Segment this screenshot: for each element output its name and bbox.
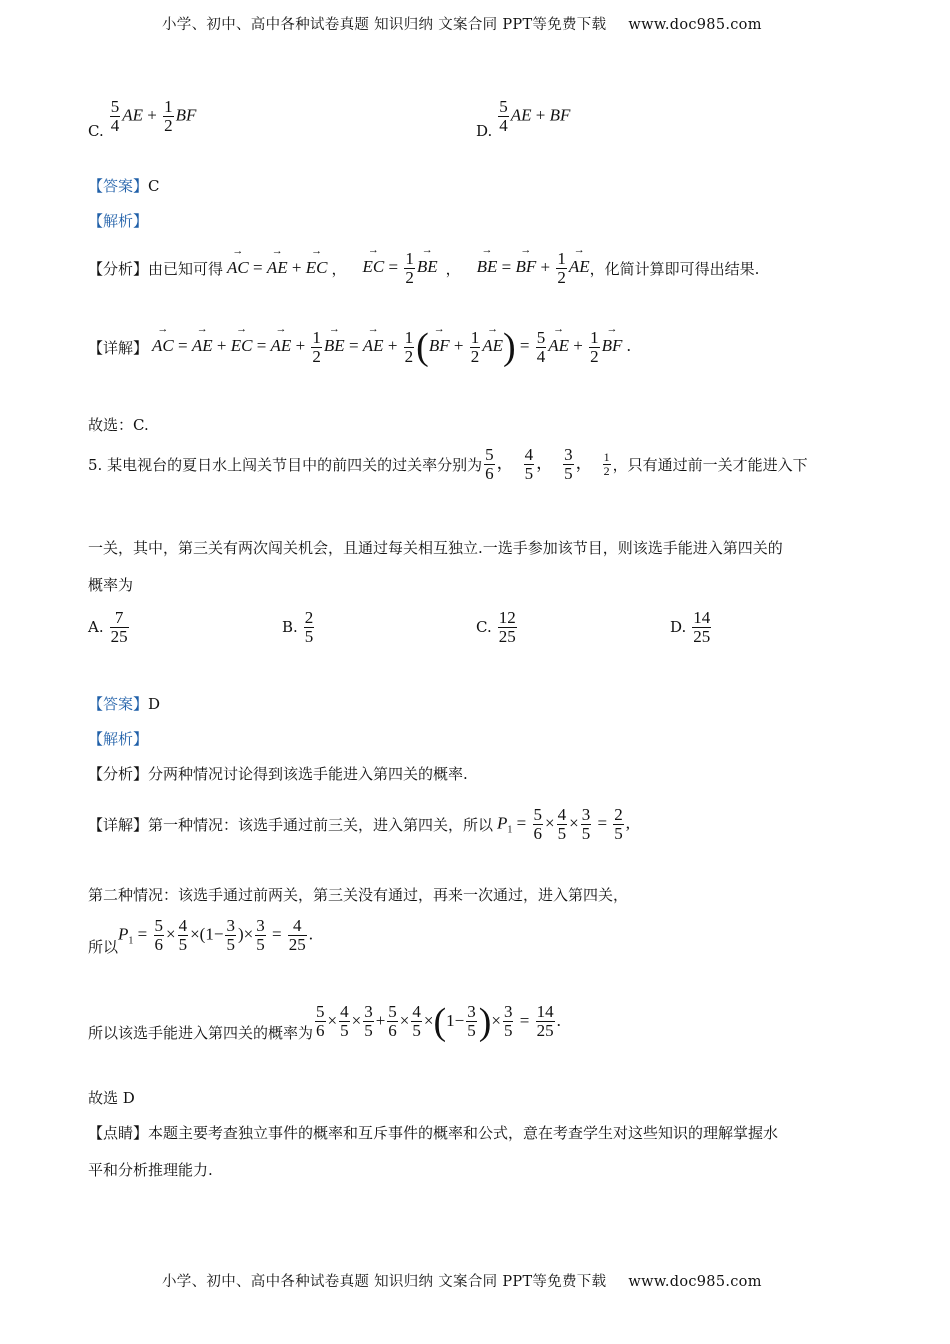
q5-option-a-frac: $\frac{7}{25}$ (110, 608, 128, 646)
q4-option-c-expr: $\frac{5}{4}$ AE + $\frac{1}{2}$ BF (110, 96, 197, 135)
fenxi-text: 分两种情况讨论得到该选手能进入第四关的概率. (148, 765, 468, 783)
q5-answer (88, 693, 160, 714)
xiangjie-tag: 【详解】 (88, 815, 149, 834)
q5-option-c[interactable] (476, 609, 519, 646)
q4-xiangjie (88, 328, 631, 366)
header-url[interactable]: www.doc985.com (628, 17, 762, 33)
q4-option-c-label: C. (88, 122, 104, 140)
answer-value: C (148, 177, 160, 195)
q5-option-b-frac: $\frac{2}{5}$ (304, 608, 314, 646)
answer-tag: 【答案】 (88, 695, 149, 713)
case1-text: 第一种情况：该选手通过前三关，进入第四关，所以 (148, 815, 494, 834)
q5-analysis-tag: 【解析】 (88, 730, 149, 748)
q5-stem-pre: 5. 某电视台的夏日水上闯关节目中的前四关的过关率分别为 (88, 455, 483, 474)
q5-option-a[interactable] (88, 609, 131, 646)
header-text: 小学、初中、高中各种试卷真题 知识归纳 文案合同 PPT等免费下载 (162, 17, 607, 33)
total-formula: $\frac{5}{6}$ × $\frac{4}{5}$ × $\frac{3}{5}$ + $\frac{5}{6}$ × $\frac{4}{5}$ ×(1− $\frac{3}{5}$ )× $\frac{3}{5}$ = $\frac{14}{25}$ . (316, 1000, 561, 1043)
q4-answer (88, 175, 160, 196)
fenxi-post: ，化简计算即可得出结果. (589, 259, 760, 278)
q4-option-d-label: D. (476, 122, 493, 140)
q5-total (88, 1000, 561, 1043)
fenxi-formula-3: → BE = → BF + $\frac{1}{2}$ → AE (477, 250, 590, 287)
page-footer (162, 1270, 762, 1291)
suoyi-text: 所以 (88, 938, 119, 956)
fenxi-tag: 【分析】 (88, 765, 149, 783)
fenxi-tag: 【分析】 (88, 259, 149, 278)
q5-option-c-label: C. (476, 618, 492, 637)
q5-case2-formula-line (88, 914, 313, 957)
q5-dianjing-line1 (88, 1122, 778, 1143)
q5-stem-post: ，只有通过前一关才能进入下 (612, 455, 808, 474)
q5-pass-rates: $\frac{5}{6}$ ， $\frac{4}{5}$ ， $\frac{3}{5}$ ， $\frac{1}{2}$ (485, 445, 610, 483)
total-text: 所以该选手能进入第四关的概率为 (88, 1024, 314, 1042)
q5-option-d[interactable] (670, 609, 713, 646)
fenxi-formula-2: → EC = $\frac{1}{2}$ → BE (362, 250, 437, 287)
q5-stem-line2: 一关，其中，第三关有两次闯关机会，且通过每关相互独立.一选手参加该节目，则该选手能进入第四关的 (88, 539, 783, 557)
q5-conclusion: 故选 D (88, 1089, 135, 1107)
page-header (162, 13, 762, 34)
q4-option-c[interactable] (88, 92, 196, 140)
q5-option-d-frac: $\frac{14}{25}$ (693, 608, 711, 646)
footer-text: 小学、初中、高中各种试卷真题 知识归纳 文案合同 PPT等免费下载 (162, 1274, 607, 1290)
q5-xiangjie-case1 (88, 806, 630, 843)
answer-value: D (148, 695, 161, 713)
q4-fenxi: 【分析】 由已知可得 → AC = → AE + → EC ， → EC = $\frac{1}{2}$ → BE ， → BE = → BF + $\frac{1}{2}$ → AE ，化简计算即可得出结果. (88, 250, 759, 287)
fenxi-pre: 由已知可得 (148, 259, 224, 278)
case1-formula: $P_1$ = $\frac{5}{6}$ × $\frac{4}{5}$ × $\frac{3}{5}$ = $\frac{2}{5}$ , (497, 805, 631, 843)
xiangjie-tag: 【详解】 (88, 338, 149, 357)
q5-stem-line3: 概率为 (88, 576, 134, 594)
q4-analysis-tag: 【解析】 (88, 212, 149, 230)
q5-dianjing-line2: 平和分析推理能力. (88, 1161, 213, 1179)
q5-option-b[interactable] (282, 609, 316, 646)
q4-option-d[interactable] (476, 92, 570, 140)
dianjing-tag: 【点睛】 (88, 1124, 149, 1142)
footer-url[interactable]: www.doc985.com (628, 1274, 762, 1290)
q4-option-d-expr: $\frac{5}{4}$ AE + BF (499, 96, 571, 135)
q5-case2: 第二种情况：该选手通过前两关，第三关没有通过，再来一次通过，进入第四关， (88, 886, 629, 904)
q5-option-d-label: D. (670, 618, 687, 637)
fenxi-formula-1: → AC = → AE + → EC (227, 258, 327, 278)
q5-option-b-label: B. (282, 618, 298, 637)
q5-stem-line1 (88, 446, 808, 483)
answer-tag: 【答案】 (88, 177, 149, 195)
dianjing-text-1: 本题主要考查独立事件的概率和互斥事件的概率和公式，意在考查学生对这些知识的理解掌握水 (148, 1124, 779, 1142)
xiangjie-formula: → AC = → AE + → EC = → AE + $\frac{1}{2}$ → BE = → AE + $\frac{1}{2}$ (→ BF + $\frac{1}{2}$ → AE) = $\frac{5}{4}$ → AE + $\frac{1}{2}$ → BF . (152, 328, 631, 366)
q5-option-c-frac: $\frac{12}{25}$ (498, 608, 516, 646)
q4-conclusion: 故选：C. (88, 416, 149, 434)
q5-fenxi (88, 763, 468, 784)
q5-option-a-label: A. (88, 618, 104, 637)
case2-formula: $P_1$ = $\frac{5}{6}$ × $\frac{4}{5}$ ×(1− $\frac{3}{5}$ )× $\frac{3}{5}$ = $\frac{4}{25}$ . (118, 916, 314, 954)
